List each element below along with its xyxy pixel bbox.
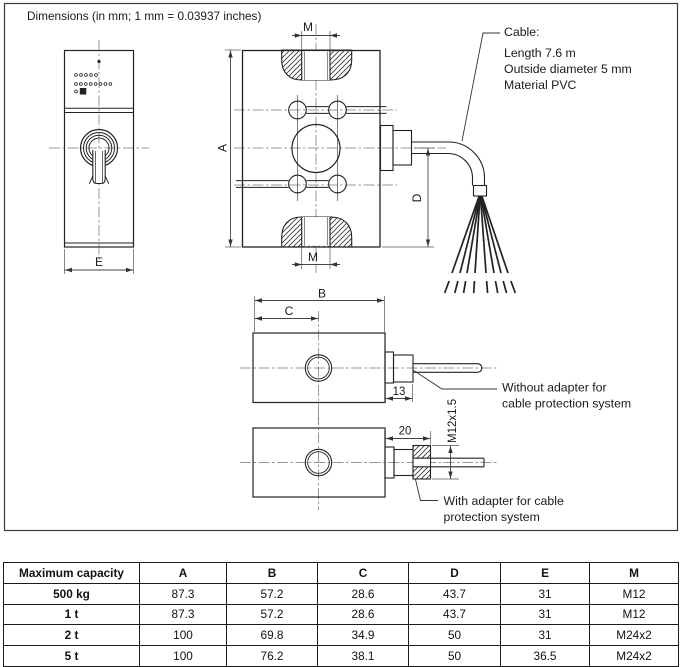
dim-label-d: D: [410, 193, 424, 203]
header-a: A: [140, 563, 227, 584]
cable-note-material: Material PVC: [504, 78, 577, 92]
bottom-thread-cavity: [282, 217, 352, 247]
dim-label-m-top: M: [303, 20, 313, 34]
value-cell: 36.5: [501, 646, 590, 667]
cable-down: [93, 150, 105, 184]
value-cell: 87.3: [140, 604, 227, 625]
value-cell: 31: [501, 625, 590, 646]
dim-label-c: C: [284, 304, 294, 318]
dim-label-e: E: [94, 255, 104, 269]
header-d: D: [409, 563, 501, 584]
alignment-dot: [97, 60, 100, 63]
cable-note-diameter: Outside diameter 5 mm: [504, 62, 632, 76]
drawing-title: Dimensions (in mm; 1 mm = 0.03937 inches): [27, 9, 262, 23]
table-row: [4, 646, 679, 667]
value-cell: 69.8: [227, 625, 318, 646]
value-cell: M12: [590, 604, 679, 625]
label-logo-square: [80, 88, 87, 95]
top-thread-cavity: [282, 50, 352, 80]
value-cell: M24x2: [590, 625, 679, 646]
value-cell: 76.2: [227, 646, 318, 667]
value-cell: 28.6: [318, 583, 409, 604]
header-c: C: [318, 563, 409, 584]
value-cell: 87.3: [140, 583, 227, 604]
value-cell: 100: [140, 625, 227, 646]
value-cell: M24x2: [590, 646, 679, 667]
dim-label-b: B: [317, 286, 327, 301]
without-adapter-note-1: Without adapter for: [502, 380, 607, 395]
dim-label-a: A: [215, 143, 230, 153]
cable-note-length: Length 7.6 m: [504, 46, 576, 60]
header-e: E: [501, 563, 590, 584]
dim-label-m-bottom: M: [308, 250, 318, 264]
dim-label-13: 13: [392, 386, 406, 398]
cable-note-heading: Cable:: [504, 25, 540, 39]
header-b: B: [227, 563, 318, 584]
with-adapter-note-1: With adapter for cable: [443, 494, 564, 508]
table-row: [4, 604, 679, 625]
dim-label-thread: M12x1.5: [447, 398, 459, 443]
dimension-table: [3, 562, 679, 667]
value-cell: 28.6: [318, 604, 409, 625]
value-cell: 31: [501, 583, 590, 604]
header-maximum-capacity: Maximum capacity: [4, 563, 140, 584]
table-header-row: [4, 563, 679, 584]
without-adapter-note-2: cable protection system: [502, 396, 632, 411]
value-cell: 50: [409, 625, 501, 646]
table-row: [4, 625, 679, 646]
with-adapter-note-2: protection system: [443, 510, 540, 524]
capacity-cell: 5 t: [4, 646, 140, 667]
value-cell: 57.2: [227, 583, 318, 604]
value-cell: 34.9: [318, 625, 409, 646]
value-cell: 57.2: [227, 604, 318, 625]
value-cell: 43.7: [409, 583, 501, 604]
dim-label-20: 20: [398, 425, 412, 438]
capacity-cell: 1 t: [4, 604, 140, 625]
capacity-cell: 2 t: [4, 625, 140, 646]
value-cell: 38.1: [318, 646, 409, 667]
value-cell: 50: [409, 646, 501, 667]
value-cell: 43.7: [409, 604, 501, 625]
header-m: M: [590, 563, 679, 584]
table-row: [4, 583, 679, 604]
value-cell: 31: [501, 604, 590, 625]
value-cell: 100: [140, 646, 227, 667]
capacity-cell: 500 kg: [4, 583, 140, 604]
value-cell: M12: [590, 583, 679, 604]
